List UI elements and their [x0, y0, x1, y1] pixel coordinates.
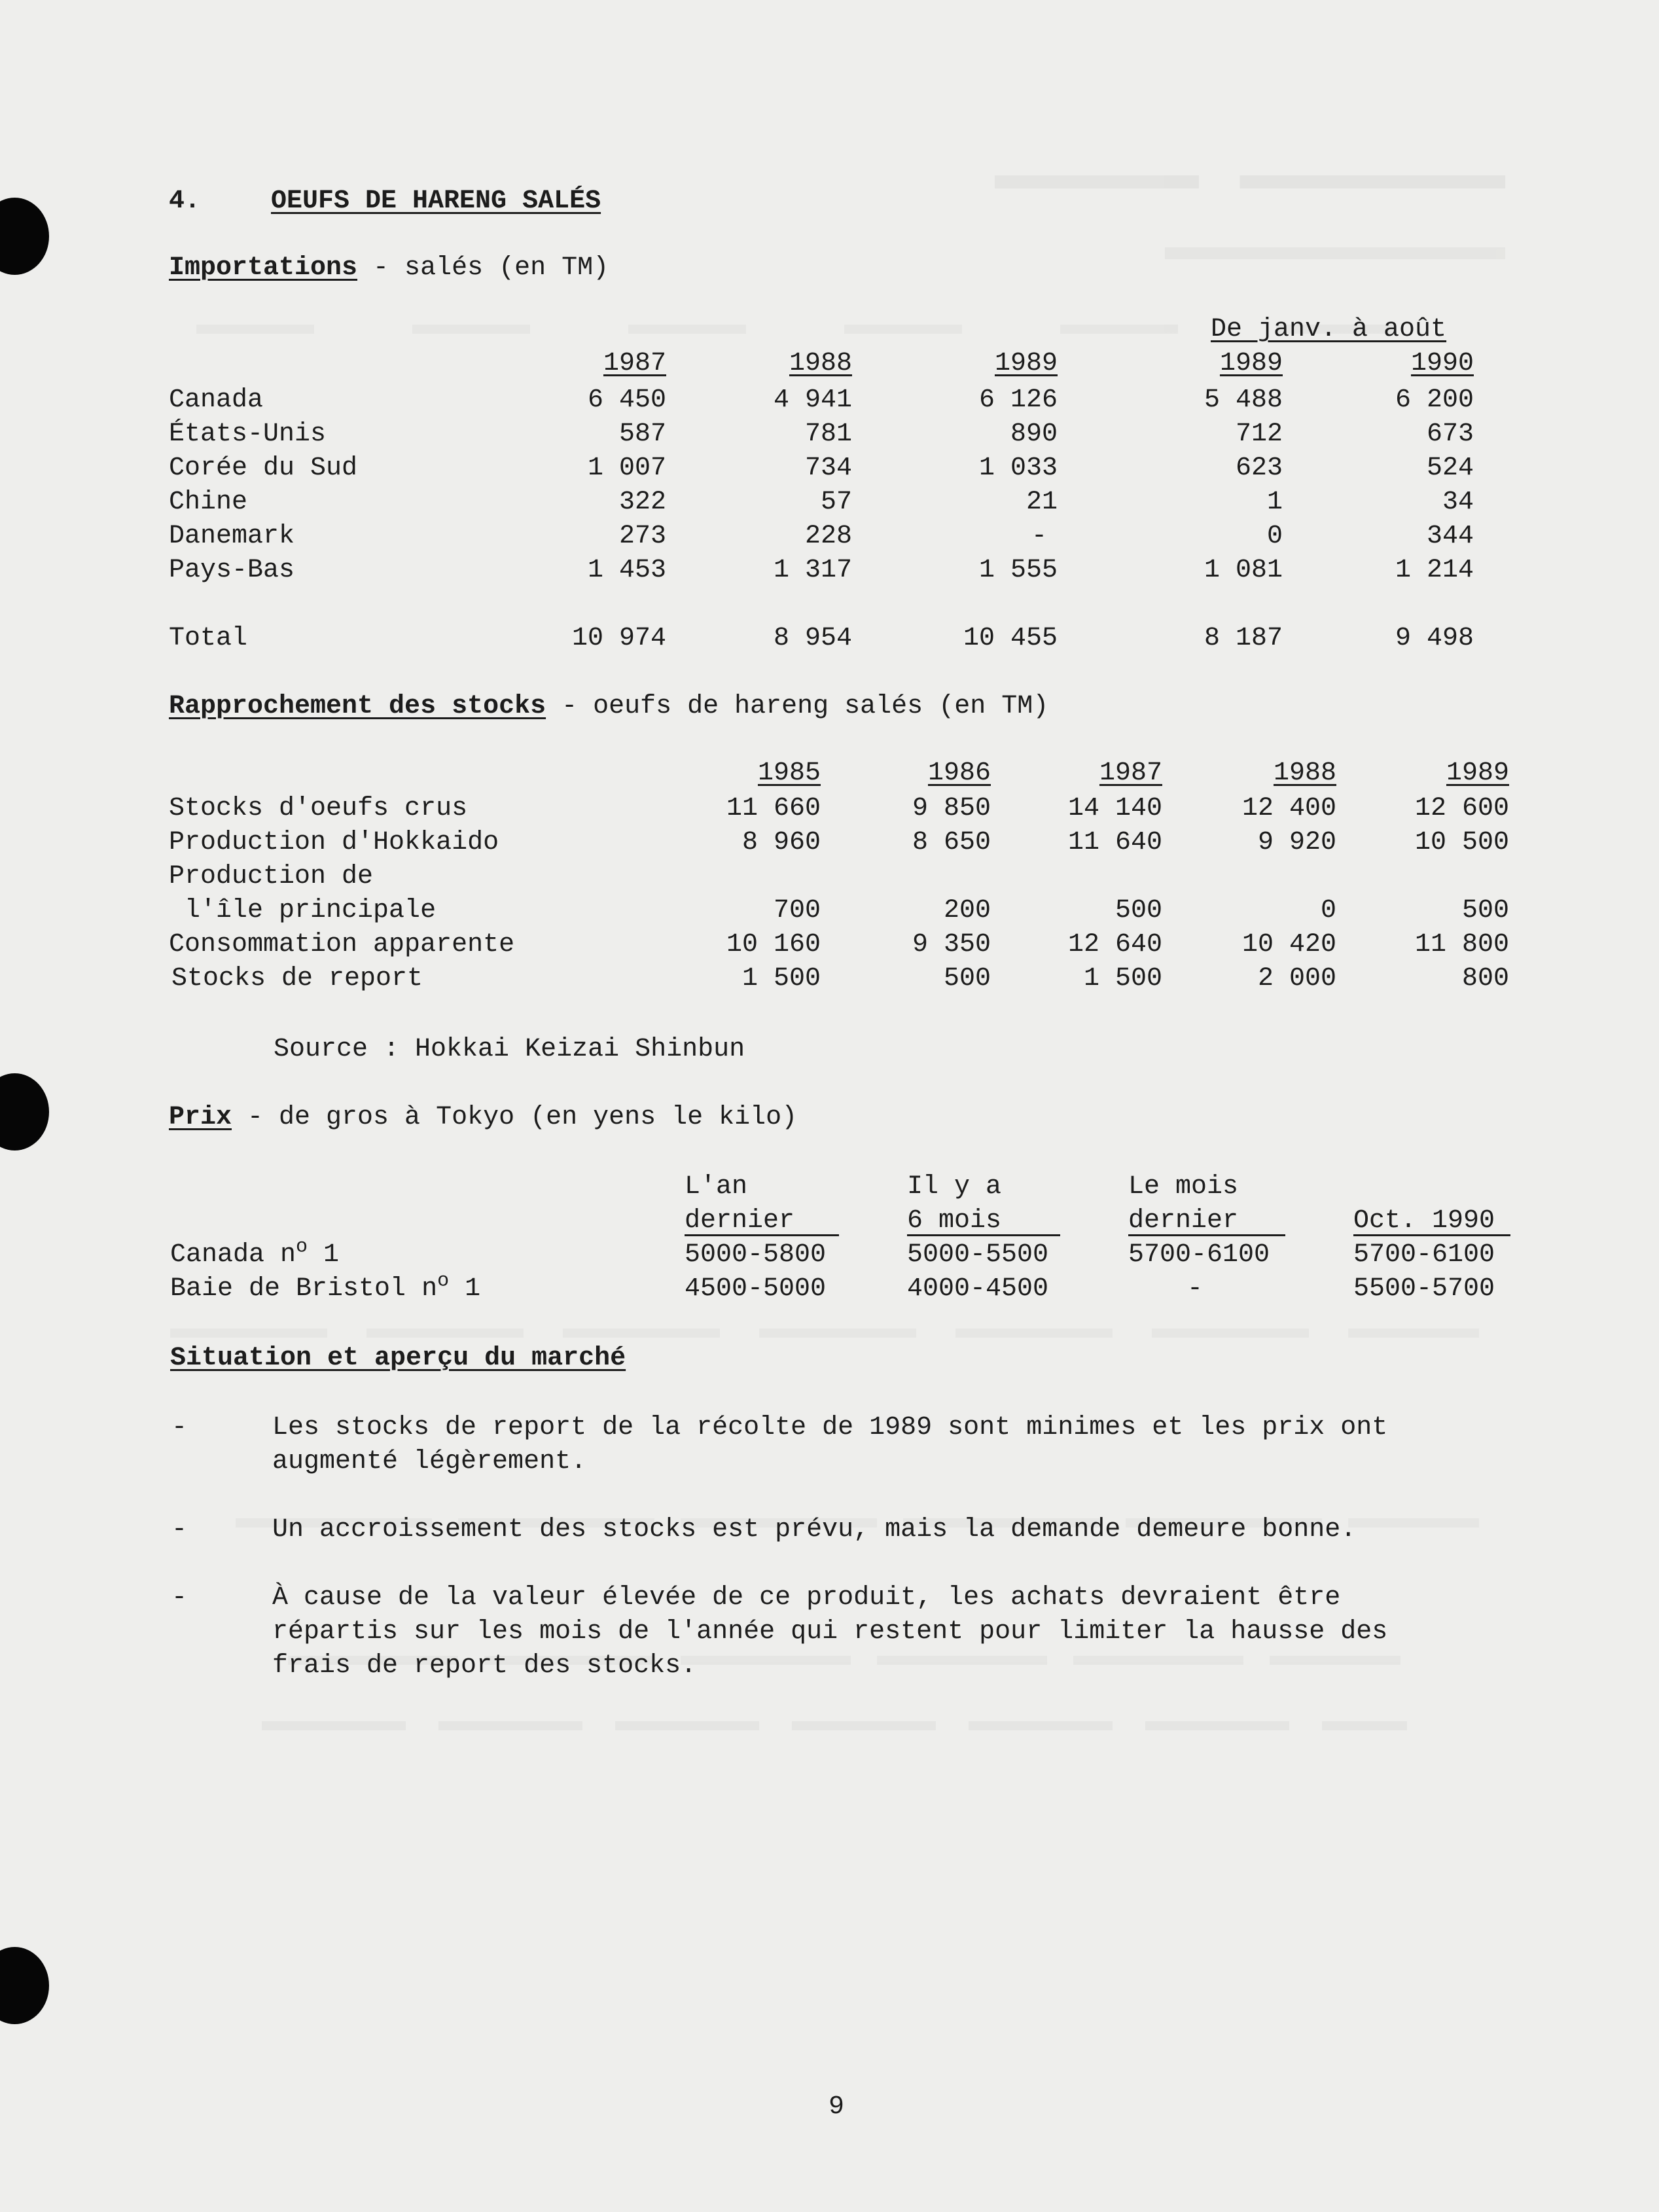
prices-subtitle: - de gros à Tokyo (en yens le kilo): [232, 1103, 798, 1132]
table-cell: 8 187: [1204, 624, 1283, 653]
table-cell: 0: [1320, 896, 1336, 925]
table-row: [0, 895, 1659, 929]
prices-col-header-line2: dernier: [1128, 1205, 1285, 1236]
table-cell: 10 160: [726, 930, 821, 959]
table-cell: 5000-5500: [907, 1240, 1049, 1270]
table-cell: 0: [1266, 522, 1283, 551]
table-cell: 4500-5000: [685, 1274, 827, 1304]
table-cell: 8 954: [773, 624, 852, 653]
prices-heading-line: [169, 1102, 797, 1133]
table-row: [0, 861, 1659, 895]
stocks-heading: Rapprochement des stocks: [169, 692, 546, 721]
table-cell: 228: [804, 522, 852, 551]
table-cell: 5 488: [1204, 385, 1283, 415]
row-label-suffix: 1: [308, 1240, 340, 1270]
bullet-text: Un accroissement des stocks est prévu, mais la demande demeure bonne.: [272, 1515, 1357, 1544]
prices-heading: Prix: [169, 1103, 232, 1132]
table-cell: 273: [618, 522, 666, 551]
table-cell: 10 455: [963, 624, 1058, 653]
table-cell: -: [1187, 1274, 1204, 1304]
table-cell: 12 400: [1241, 794, 1336, 823]
table-cell: 12 600: [1414, 794, 1509, 823]
table-cell: 14 140: [1067, 794, 1162, 823]
market-heading: Situation et aperçu du marché: [170, 1344, 626, 1373]
stocks-col-header: 1985: [757, 758, 821, 788]
stocks-source: Source : Hokkai Keizai Shinbun: [274, 1035, 745, 1064]
prices-col-header-line2: Oct. 1990: [1353, 1205, 1510, 1236]
bullet-dash: -: [171, 1583, 188, 1613]
row-label-superscript: o: [437, 1270, 450, 1293]
row-label: Pays-Bas: [169, 556, 295, 585]
table-cell: 322: [618, 488, 666, 517]
table-cell: 9 350: [912, 930, 991, 959]
imports-col-header: 1990: [1410, 349, 1474, 378]
table-cell: 8 650: [912, 828, 991, 857]
stocks-col-header: 1988: [1273, 758, 1336, 788]
table-cell: 1: [1266, 488, 1283, 517]
row-label-superscript: o: [296, 1236, 308, 1258]
table-cell: 5000-5800: [685, 1240, 827, 1270]
table-row: [0, 487, 1659, 521]
table-cell: 11 660: [726, 794, 821, 823]
table-row: [0, 1236, 1659, 1274]
prices-col-header-line1: L'an: [685, 1172, 748, 1202]
row-label: Consommation apparente: [169, 930, 515, 959]
prices-col-header-line1: Le mois: [1128, 1172, 1239, 1202]
table-row: [0, 827, 1659, 861]
row-label: Stocks de report: [171, 964, 423, 993]
row-label: Canada: [169, 385, 264, 415]
row-label: Total: [169, 624, 248, 653]
table-cell: 1 081: [1204, 556, 1283, 585]
table-cell: 500: [943, 964, 991, 993]
table-cell: 524: [1426, 454, 1474, 483]
table-cell: 734: [804, 454, 852, 483]
stocks-heading-line: [169, 691, 1048, 722]
section-number: 4.: [169, 187, 201, 216]
table-cell: 1 453: [587, 556, 666, 585]
imports-period-label: De janv. à août: [1211, 315, 1447, 344]
table-cell: 5700-6100: [1353, 1240, 1495, 1270]
table-row: [0, 1270, 1659, 1308]
table-cell: 10 420: [1241, 930, 1336, 959]
table-cell: 1 214: [1395, 556, 1474, 585]
section-title: OEUFS DE HARENG SALÉS: [271, 187, 601, 216]
table-cell: 700: [773, 896, 821, 925]
table-cell: 1 033: [978, 454, 1058, 483]
table-cell: 781: [804, 419, 852, 449]
table-cell: 1 317: [773, 556, 852, 585]
table-cell: 9 850: [912, 794, 991, 823]
table-cell: 11 640: [1067, 828, 1162, 857]
row-label: États-Unis: [169, 419, 327, 449]
table-cell: 21: [1026, 488, 1058, 517]
table-cell: 5700-6100: [1128, 1240, 1270, 1270]
imports-col-header: 1988: [789, 349, 852, 378]
row-label: Corée du Sud: [169, 454, 358, 483]
stocks-col-header: 1989: [1446, 758, 1509, 788]
imports-heading-line: [169, 253, 609, 284]
table-cell: 344: [1426, 522, 1474, 551]
table-cell: 673: [1426, 419, 1474, 449]
imports-col-header: 1987: [603, 349, 666, 378]
table-row: [0, 793, 1659, 827]
imports-col-header: 1989: [1219, 349, 1283, 378]
row-label: l'île principale: [169, 896, 437, 925]
stocks-subtitle: - oeufs de hareng salés (en TM): [546, 692, 1049, 721]
table-cell: 890: [1010, 419, 1058, 449]
table-cell: 6 200: [1395, 385, 1474, 415]
row-label-line: [170, 1236, 340, 1271]
page-number: 9: [829, 2092, 845, 2122]
table-cell: 4 941: [773, 385, 852, 415]
stocks-col-header: 1986: [927, 758, 991, 788]
table-cell: 12 640: [1067, 930, 1162, 959]
row-label: Danemark: [169, 522, 295, 551]
table-cell: 1 500: [741, 964, 821, 993]
table-cell: -: [1031, 522, 1047, 551]
table-cell: 4000-4500: [907, 1274, 1049, 1304]
table-cell: 6 450: [587, 385, 666, 415]
row-label: Chine: [169, 488, 248, 517]
row-label: Canada n: [170, 1240, 296, 1270]
row-label-suffix: 1: [449, 1274, 481, 1304]
table-cell: 8 960: [741, 828, 821, 857]
prices-col-header-line1: Il y a: [907, 1172, 1002, 1202]
imports-col-header: 1989: [994, 349, 1058, 378]
row-label-line: [170, 1270, 481, 1305]
table-cell: 2 000: [1257, 964, 1336, 993]
table-cell: 9 920: [1257, 828, 1336, 857]
table-row: [0, 929, 1659, 963]
table-cell: 5500-5700: [1353, 1274, 1495, 1304]
stocks-col-header: 1987: [1099, 758, 1162, 788]
bullet-text: augmenté légèrement.: [272, 1447, 587, 1476]
bullet-text: À cause de la valeur élevée de ce produit, les achats devraient être: [272, 1583, 1341, 1613]
bullet-dash: -: [171, 1515, 188, 1544]
table-cell: 587: [618, 419, 666, 449]
row-label: Stocks d'oeufs crus: [169, 794, 468, 823]
table-row: [0, 963, 1659, 997]
bullet-dash: -: [171, 1413, 188, 1442]
table-cell: 1 007: [587, 454, 666, 483]
imports-subtitle: - salés (en TM): [357, 253, 609, 283]
table-cell: 712: [1235, 419, 1283, 449]
prices-col-header-line2: dernier: [685, 1205, 839, 1236]
row-label: Baie de Bristol n: [170, 1274, 438, 1304]
prices-col-header-line2: 6 mois: [907, 1205, 1060, 1236]
table-cell: 1 555: [978, 556, 1058, 585]
table-cell: 11 800: [1414, 930, 1509, 959]
bullet-text: répartis sur les mois de l'année qui restent pour limiter la hausse des: [272, 1617, 1388, 1647]
imports-heading: Importations: [169, 253, 358, 283]
row-label: Production de: [169, 862, 374, 891]
table-row: [0, 419, 1659, 453]
table-row: [0, 555, 1659, 589]
bullet-text: frais de report des stocks.: [272, 1651, 697, 1681]
table-row: [0, 521, 1659, 555]
bullet-text: Les stocks de report de la récolte de 1989 sont minimes et les prix ont: [272, 1413, 1388, 1442]
row-label: Production d'Hokkaido: [169, 828, 499, 857]
table-cell: 800: [1461, 964, 1509, 993]
table-cell: 1 500: [1083, 964, 1162, 993]
table-row-total: [0, 623, 1659, 657]
table-row: [0, 385, 1659, 419]
table-row: [0, 453, 1659, 487]
table-cell: 9 498: [1395, 624, 1474, 653]
table-cell: 10 974: [571, 624, 666, 653]
table-cell: 57: [820, 488, 852, 517]
table-cell: 6 126: [978, 385, 1058, 415]
table-cell: 200: [943, 896, 991, 925]
table-cell: 623: [1235, 454, 1283, 483]
table-cell: 34: [1442, 488, 1474, 517]
table-cell: 500: [1461, 896, 1509, 925]
table-cell: 10 500: [1414, 828, 1509, 857]
table-cell: 500: [1115, 896, 1162, 925]
